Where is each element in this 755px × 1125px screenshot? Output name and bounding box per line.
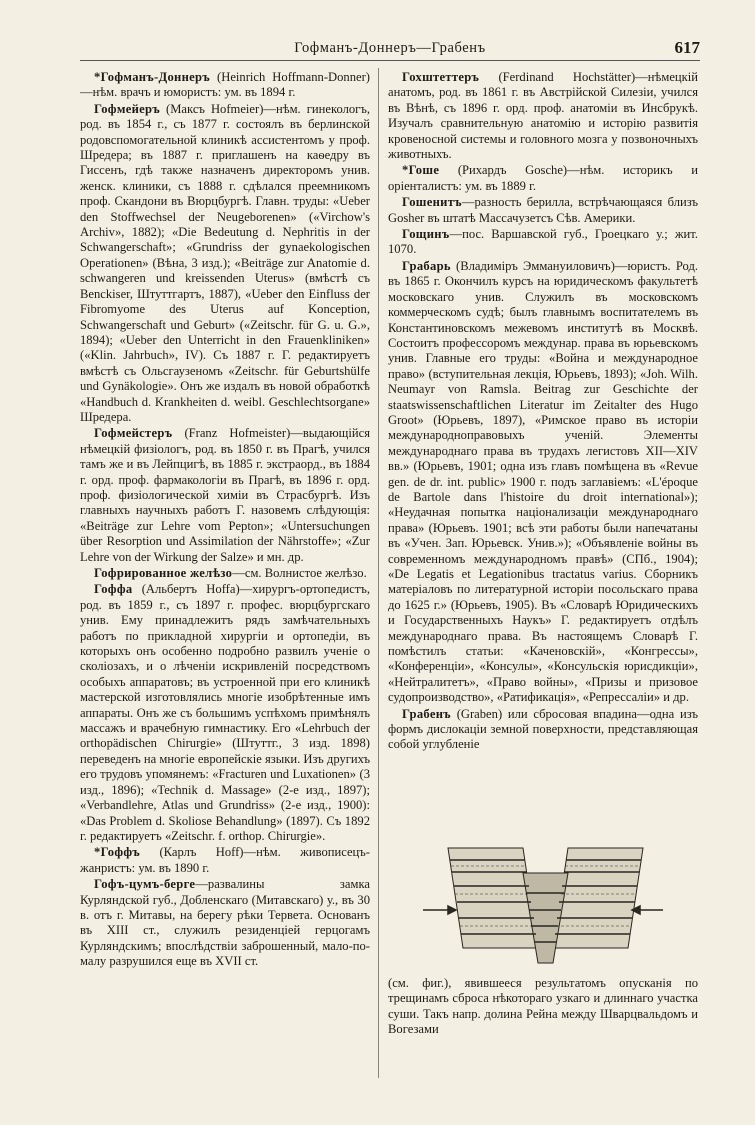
left-column — [80, 70, 370, 971]
entry-text: (Карлъ Hoff)—нѣм. живописецъ-жанристъ: ум. въ 1890 г. — [80, 845, 370, 875]
entry-text: (Владиміръ Эммануиловичъ)—юристъ. Род. въ 1865 г. Окончилъ курсъ на юридическомъ факультетѣ московскаго унив. Служилъ въ московскомъ коммерческомъ судѣ; былъ главнымъ воспитателемъ въ Константиновскомъ межевомъ институтѣ въ Москвѣ. Состоитъ профессоромъ междунар. права въ юрьевскомъ унив. Главные его труды: «Война и международное право» (вступительная лекція, Юрьевъ, 1893); «Joh. Wilh. Neumayr von Ramsla. Beitrag zur Geschichte der staatswissenschaftlichen Literatur im Zeitalter des Hugo Groot» (Юрьевъ, 1897), «Римское право въ исторіи международноправовыхъ ученій. Элементы международнаго права въ трудахъ легистовъ XII—XIV вв.» (Юрьевъ, 1901; одна изъ главъ помѣщена въ «Revue gen. de dr. int. public» 1900 г. подъ заглавіемъ: «L'époque de Bartole dans l'histoire du droit international»); «Неудачная попытка націонализаціи международнаго права» (Юрьевъ. 1901; всѣ эти работы были напечатаны въ «Учен. Зап. Юрьевск. Унив.»); «Объявленіе войны въ современномъ международномъ правѣ» (СПб., 1904); «De Legatis et Legationibus tractatus varius. Сборникъ матеріаловъ по литературной исторіи посольскаго права до 1625 г.» (Юрьевъ, 1905). Въ «Словарѣ Юридическихъ и Государственныхъ Наукъ» Г. редактируетъ отдѣлъ международнаго права. Въ настоящемъ Словарѣ Г. помѣстилъ статьи: «Каченовскій», «Конгрессы», «Конференціи», «Консулы», «Консульскія юрисдикціи», «Нейтралитетъ», «Право войны», «Призы и призовое судопроизводство», «Ратификація», «Репрессаліи» и др. — [388, 258, 698, 705]
entry-gokhshtetter — [388, 70, 698, 162]
entry-grabar — [388, 259, 698, 706]
headword: Гошенитъ — [402, 195, 462, 210]
headword: Гощинъ — [402, 227, 450, 242]
entry-text: —развалины замка Курляндской губ., Добленскаго (Митавскаго) у., въ 30 в. отъ г. Митавы, на берегу рѣки Тервета. Основанъ въ XIII ст., служилъ резиденціей герцогамъ Курляндскимъ; впослѣдствіи заброшенный, мало-по-малу разрушился еще въ XVII ст. — [80, 877, 370, 969]
headword: Гоффа — [94, 582, 133, 597]
entry-text: —см. Волнистое желѣзо. — [232, 566, 367, 580]
graben-continuation: (см. фиг.), явившееся результатомъ опусканія по трещинамъ сброса нѣкотораго узкаго и длиннаго участка суши. Такъ напр. долина Рейна между Шварцвальдомъ и Вогезами — [388, 976, 698, 1037]
entry-text: (Heinrich Hoffmann-Donner)—нѣм. врачъ и юмористъ: ум. въ 1894 г. — [80, 70, 370, 100]
headword: Гохштеттеръ — [402, 70, 480, 84]
right-block — [553, 848, 643, 948]
graben-figure — [418, 838, 668, 973]
left-arrow — [423, 906, 456, 914]
page-header — [80, 38, 700, 61]
entry-text: (Ferdinand Hochstätter)—нѣмецкій анатомъ, род. въ 1861 г. въ Австрійской Силезіи, учился въ Вѣнѣ, съ 1896 г. орд. проф. анатоміи въ Инсбрукѣ. Изучалъ сравнительную анатомію и исторію развитія кровеносной системы и головного мозга у позвоночныхъ животныхъ. — [388, 70, 698, 162]
left-block — [448, 848, 538, 948]
entry-gofrirovannoe — [80, 566, 370, 581]
headword: *Гоффъ — [94, 845, 141, 860]
running-title: Гофманъ-Доннеръ—Грабенъ — [294, 40, 486, 56]
headword: Грабенъ — [402, 706, 451, 721]
entry-text: —пос. Варшавской губ., Гроецкаго у.; жит. 1070. — [388, 227, 698, 257]
entry-text: (Graben) или сбросовая впадина—одна изъ формъ дислокацiи земной поверхности, представляющая собой углубленіе — [388, 706, 698, 752]
entry-text: (Рихардъ Gosche)—нѣм. историкъ и оріенталистъ: ум. въ 1889 г. — [388, 163, 698, 193]
entry-text: (Franz Hofmeister)—выдающійся нѣмецкій физіологъ, род. въ 1850 г. въ Прагѣ, учился тамъ же и въ Лейпцигѣ, въ 1885 г. экстраорд., въ 1884 г. орд. проф. фармакологіи въ Прагѣ, въ 1896 г. орд. проф. физіологической химіи въ Страсбургѣ. Изъ главныхъ научныхъ работъ Г. назовемъ слѣдующія: «Beiträge zur Lehre vom Pepton»; «Untersuchungen über Resorption und Assimilation der Nährstoffe»; «Zur Lehre von der Wirkung der Salze» и мн. др. — [80, 426, 370, 564]
entry-goff — [80, 845, 370, 876]
entry-text: —разность берилла, встрѣчающаяся близъ Gosher въ штатѣ Массачузетсъ Сѣв. Америки. — [388, 195, 698, 225]
entry-goshchin — [388, 227, 698, 258]
headword: Гофрированное желѣзо — [94, 566, 233, 580]
headword: Грабарь — [402, 258, 451, 273]
right-column — [388, 70, 698, 754]
headword: *Гоше — [402, 163, 440, 178]
entry-graben — [388, 707, 698, 753]
entry-gof-tsum-berge — [80, 877, 370, 969]
entry-gofman-donner — [80, 70, 370, 101]
column-divider — [378, 68, 379, 1078]
right-arrow — [632, 906, 663, 914]
headword: Гофъ-цумъ-берге — [94, 877, 196, 892]
entry-gofmeister — [80, 426, 370, 565]
page-number: 617 — [674, 38, 700, 57]
headword: Гофмейеръ — [94, 101, 160, 116]
headword: *Гофманъ-Доннеръ — [94, 70, 211, 84]
headword: Гофмейстеръ — [94, 426, 173, 441]
entry-gofmeyer — [80, 102, 370, 426]
entry-text: (Альбертъ Hoffa)—хирургъ-ортопедистъ, род. въ 1859 г., съ 1897 г. профес. вюрцбургскаго унив. Ему принадлежитъ рядъ замѣчательныхъ работъ по прикладной хирургіи и ортопедіи, въ которыхъ онъ особенно подробно развилъ ученіе о сколіозахъ, и о лѣченіи искривленій посредствомъ особыхъ аппаратовъ; въ устроенной при его клиникѣ мастерской изготовлялись многіе изобрѣтенные имъ аппараты. Онъ же съ большимъ успѣхомъ примѣнялъ массажъ и врачебную гимнастику. Его «Lehrbuch der orthopädischen Chirurgie» (Штуттг., 3 изд. 1898) переведенъ на многіе европейскіе языки. Изъ другихъ его трудовъ упомянемъ: «Fracturen und Luxationen» (3 изд., 1896); «Technik d. Massage» (2-е изд., 1897); «Verbandlehre, Atlas und Grundriss» (2-е изд., 1900): «Das Problem d. Skoliose Behandlung» (1897). Съ 1892 г. редактируетъ «Zeitschr. f. orthop. Chirurgie». — [80, 582, 370, 843]
entry-goffa — [80, 582, 370, 844]
entry-goshe — [388, 163, 698, 194]
entry-text: (Максъ Hofmeier)—нѣм. гинекологъ, род. въ 1854 г., съ 1877 г. состоялъ въ берлинской родовспомогательной клиникѣ ассистентомъ у проф. Шредера; въ 1887 г. приглашенъ на каѳедру въ Гиссенъ, гдѣ также назначенъ директоромъ унив. женск. клиники, съ 1888 г. сдѣлался преемникомъ проф. Скандони въ Вюрцбургѣ. Главн. труды: «Ueber den Stoffwechsel der Neugeborenen» («Virchow's Archiv», 1882); «Die Bedeutung d. Nephritis in der Schwangerschaft»; «Grundriss der gynaekologischen Operationen» (Вѣна, 3 изд.); «Beiträge zur Anatomie d. schwangeren und kreissenden Uterus» (вмѣстѣ съ Benckiser, Штуттгартъ, 1887), «Ueber den Einfluss der Fibromyome des Uterus auf Konception, Schwangerschaft und Geburt» («Zeitschr. für G. u. G.», 1894); «Ueber den Unterricht in den Frauenkliniken» («Klin. Jahrbuch», IV). Съ 1887 г. Г. редактируетъ вмѣстѣ съ Ольсгаузеномъ «Zeitschr. für Geburtshülfe und Gynäkologie». Онъ же издалъ въ новой обработкѣ «Handbuch d. Krankheiten d. weibl. Geschlechtsorgane» Шредера. — [80, 101, 370, 424]
entry-goshenit — [388, 195, 698, 226]
